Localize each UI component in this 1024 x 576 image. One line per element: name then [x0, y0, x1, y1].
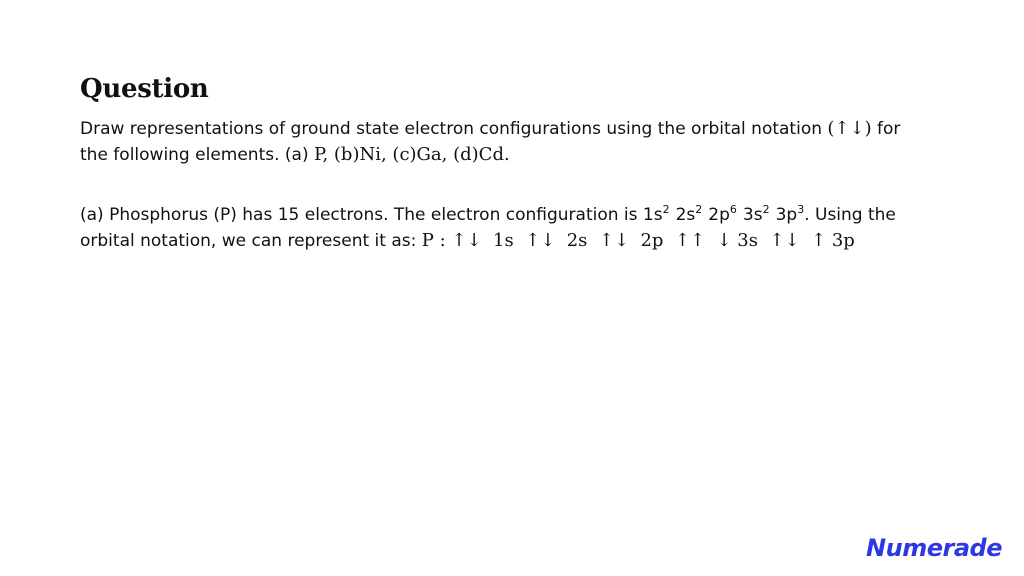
config-term: $3p^3$ — [775, 203, 805, 225]
question-line1-end: for — [877, 119, 901, 139]
question-text — [80, 116, 950, 168]
config-term: $2p^6$ — [708, 203, 737, 225]
question-line1: Draw representations of ground state electron configurations using the orbital notation — [80, 119, 822, 139]
config-term: $3s^2$ — [742, 203, 770, 225]
answer-intro-end: . Using the — [804, 205, 896, 225]
config-term: $2s^2$ — [675, 203, 703, 225]
orbital-diagram: P : ↑↓ 1s ↑↓ 2s ↑↓ 2p ↑↑ ↓ 3s ↑↓ ↑ 3p — [421, 230, 855, 251]
numerade-logo[interactable]: Numerade — [866, 534, 1002, 562]
orbital-notation-symbol: (↑↓) — [827, 118, 872, 139]
element-list: P, (b)Ni, (c)Ga, (d)Cd. — [314, 144, 510, 165]
electron-configuration — [643, 205, 804, 225]
question-heading: Question — [80, 74, 209, 104]
config-term: $1s^2$ — [642, 203, 670, 225]
answer-intro: (a) Phosphorus (P) has 15 electrons. The electron configuration is — [80, 205, 638, 225]
answer-line2: orbital notation, we can represent it as: — [80, 231, 417, 251]
question-line2: the following elements. (a) — [80, 145, 309, 165]
answer-text — [80, 203, 950, 254]
